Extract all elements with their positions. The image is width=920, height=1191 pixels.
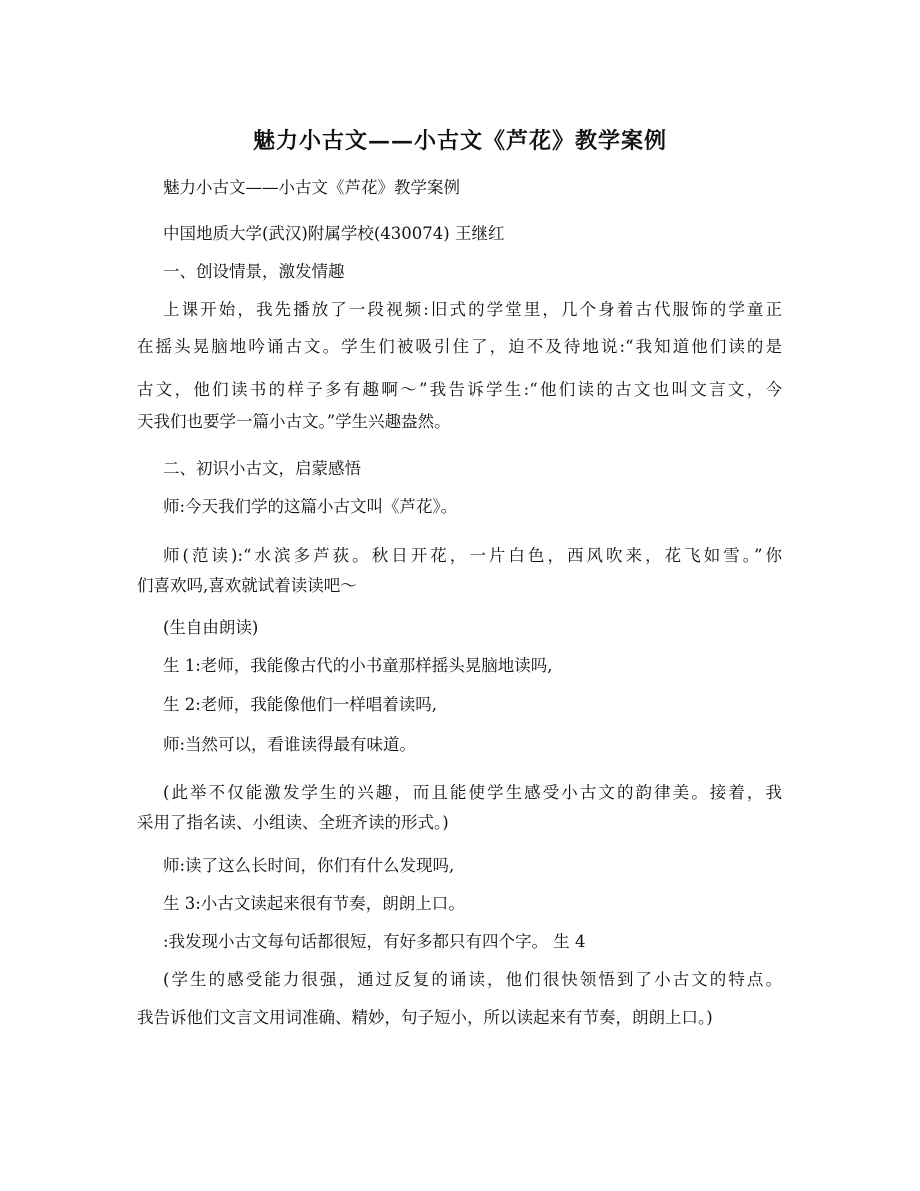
paragraph-intro: [137, 294, 782, 438]
paragraph-line: 我告诉他们文言文用词准确、精妙，句子短小，所以读起来有节奏，朗朗上口。): [137, 1008, 713, 1027]
student-2: 生 2:老师，我能像他们一样唱着读吗,: [163, 695, 438, 714]
author-line: 中国地质大学(武汉)附属学校(430074) 王继红: [163, 224, 505, 243]
document-title: 魅力小古文——小古文《芦花》教学案例: [252, 128, 667, 154]
free-reading: (生自由朗读): [163, 618, 259, 637]
paragraph-line: 古文，他们读书的样子多有趣啊～”我告诉学生:“他们读的古文也叫文言文，今: [137, 380, 782, 399]
student-3: 生 3:小古文读起来很有节奏，朗朗上口。: [163, 894, 465, 913]
teacher-intro: 师:今天我们学的这篇小古文叫《芦花》。: [163, 497, 458, 516]
paragraph-line: 在摇头晃脑地吟诵古文。学生们被吸引住了，迫不及待地说:“我知道他们读的是: [137, 337, 782, 356]
subtitle: 魅力小古文——小古文《芦花》教学案例: [163, 178, 460, 197]
teacher-question: 师:读了这么长时间，你们有什么发现吗,: [163, 856, 455, 875]
student-4: :我发现小古文每句话都很短，有好多都只有四个字。 生 4: [163, 932, 586, 951]
model-reading: [137, 540, 782, 602]
paragraph-line: 们喜欢吗,喜欢就试着读读吧～: [137, 576, 357, 595]
paragraph-line: 采用了指名读、小组读、全班齐读的形式。): [137, 813, 449, 832]
paragraph-line: 天我们也要学一篇小古文。”学生兴趣盎然。: [137, 412, 451, 431]
section2-heading: 二、初识小古文，启蒙感悟: [163, 459, 361, 478]
paragraph-line: (此举不仅能激发学生的兴趣，而且能使学生感受小古文的韵律美。接着，我: [163, 783, 782, 802]
note-1: [137, 777, 782, 839]
teacher-reply: 师:当然可以，看谁读得最有味道。: [163, 735, 417, 754]
paragraph-line: 上课开始，我先播放了一段视频:旧式的学堂里，几个身着古代服饰的学童正: [163, 300, 782, 319]
paragraph-line: (学生的感受能力很强，通过反复的诵读，他们很快领悟到了小古文的特点。: [163, 970, 782, 989]
section1-heading: 一、创设情景，激发情趣: [163, 262, 345, 281]
paragraph-line: 师(范读):“水滨多芦荻。秋日开花，一片白色，西风吹来，花飞如雪。”你: [163, 546, 782, 565]
student-1: 生 1:老师，我能像古代的小书童那样摇头晃脑地读吗,: [163, 656, 553, 675]
note-2: [137, 964, 782, 1034]
